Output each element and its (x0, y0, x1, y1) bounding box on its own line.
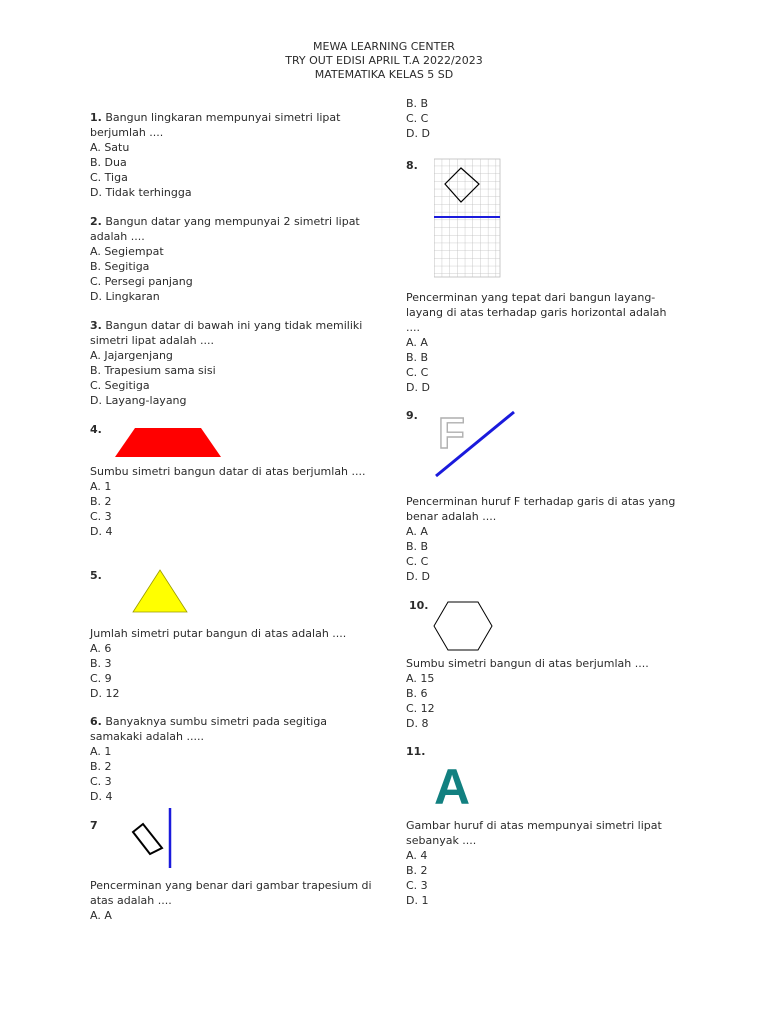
trapezoid-shape (115, 428, 221, 457)
letter-a-figure (432, 762, 482, 808)
question-text: Jumlah simetri putar bangun di atas adalah .... (90, 627, 347, 640)
triangle-figure (132, 568, 192, 614)
option-d: D. Lingkaran (90, 290, 160, 303)
question-number: 11. (406, 745, 426, 758)
question-2 (90, 214, 380, 304)
option-d: D. Tidak terhingga (90, 186, 192, 199)
option-c: C. 3 (90, 510, 112, 523)
option-c: C. 9 (90, 672, 112, 685)
option-d: D. 12 (90, 687, 120, 700)
question-number: 6. (90, 715, 102, 728)
question-text: Pencerminan huruf F terhadap garis di atas yang benar adalah .... (406, 495, 676, 523)
option-a: A. Segiempat (90, 245, 164, 258)
question-11-body (406, 818, 696, 908)
option-d: D. 4 (90, 790, 113, 803)
question-number: 8. (406, 159, 418, 172)
question-text: Sumbu simetri bangun di atas berjumlah .... (406, 657, 649, 670)
question-6 (90, 714, 380, 804)
question-number: 7 (90, 819, 98, 832)
question-4 (90, 422, 380, 538)
trapezoid-figure (115, 427, 225, 459)
question-number: 9. (406, 409, 418, 422)
question-number: 5. (90, 569, 102, 582)
question-number: 1. (90, 111, 102, 124)
question-1-stem (90, 110, 380, 140)
option-b: B. Dua (90, 156, 127, 169)
hexagon-figure (432, 600, 496, 652)
option-b: B. 3 (90, 657, 112, 670)
option-d: D. 4 (90, 525, 113, 538)
question-3-stem (90, 318, 380, 348)
question-2-stem (90, 214, 380, 244)
option-c: C. C (406, 555, 429, 568)
option-c: C. C (406, 366, 429, 379)
question-5-body (90, 626, 380, 701)
question-11 (406, 744, 696, 907)
option-c: C. Persegi panjang (90, 275, 193, 288)
option-a: A. 15 (406, 672, 435, 685)
option-a: A. 1 (90, 745, 112, 758)
option-b: B. B (406, 351, 429, 364)
letter-a: A (434, 762, 471, 808)
option-c: C. C (406, 112, 429, 125)
question-text: Gambar huruf di atas mempunyai simetri lipat sebanyak .... (406, 819, 662, 847)
option-c: C. Segitiga (90, 379, 150, 392)
option-a: A. 6 (90, 642, 112, 655)
question-10-body (406, 656, 696, 731)
question-8 (406, 158, 696, 394)
option-b: B. 2 (90, 760, 112, 773)
question-3 (90, 318, 380, 408)
option-a: A. Satu (90, 141, 130, 154)
option-d: D. D (406, 127, 430, 140)
question-number: 2. (90, 215, 102, 228)
option-a: A. Jajargenjang (90, 349, 173, 362)
kite-grid-figure (434, 158, 504, 280)
question-5 (90, 568, 380, 700)
header-line-2: TRY OUT EDISI APRIL T.A 2022/2023 (285, 54, 483, 67)
header-line-1: MEWA LEARNING CENTER (313, 40, 455, 53)
question-1 (90, 110, 380, 200)
option-d: D. D (406, 381, 430, 394)
option-a: A. A (406, 336, 428, 349)
header-line-3: MATEMATIKA KELAS 5 SD (314, 68, 454, 81)
question-9-body (406, 494, 696, 584)
option-a: A. 4 (406, 849, 428, 862)
letter-f: F (438, 409, 465, 458)
option-b: B. 6 (406, 687, 428, 700)
option-b: B. Segitiga (90, 260, 150, 273)
question-9 (406, 408, 696, 583)
option-c: C. Tiga (90, 171, 128, 184)
quadrilateral-shape (133, 824, 162, 854)
trapezoid-mirror-figure (130, 808, 180, 870)
question-4-body (90, 464, 380, 539)
option-b: B. Trapesium sama sisi (90, 364, 216, 377)
question-text: Bangun lingkaran mempunyai simetri lipat berjumlah .... (90, 111, 341, 139)
question-7 (90, 818, 380, 922)
question-text: Pencerminan yang benar dari gambar trapesium di atas adalah .... (90, 879, 372, 907)
option-d: D. 1 (406, 894, 429, 907)
question-10 (406, 598, 696, 730)
option-a: A. A (90, 909, 112, 922)
question-number: 3. (90, 319, 102, 332)
letter-f-mirror-figure (434, 408, 518, 480)
option-b: B. 2 (406, 864, 428, 877)
option-d: D. 8 (406, 717, 429, 730)
document-header (0, 40, 768, 82)
option-b: B. B (406, 540, 429, 553)
hexagon-shape (434, 602, 492, 650)
question-text: Pencerminan yang tepat dari bangun layang-layang di atas terhadap garis horizontal adalah .... (406, 291, 667, 334)
option-c: C. 12 (406, 702, 435, 715)
question-text: Sumbu simetri bangun datar di atas berjumlah .... (90, 465, 366, 478)
option-d: D. Layang-layang (90, 394, 187, 407)
question-6-stem (90, 714, 380, 744)
option-a: A. 1 (90, 480, 112, 493)
question-text: Banyaknya sumbu simetri pada segitiga samakaki adalah ..... (90, 715, 328, 743)
option-b: B. B (406, 97, 429, 110)
question-text: Bangun datar yang mempunyai 2 simetri lipat adalah .... (90, 215, 360, 243)
question-8-body (406, 290, 676, 395)
option-b: B. 2 (90, 495, 112, 508)
option-a: A. A (406, 525, 428, 538)
question-7-body (90, 878, 380, 923)
triangle-shape (133, 570, 187, 612)
option-c: C. 3 (406, 879, 428, 892)
question-number: 10. (409, 599, 429, 612)
question-text: Bangun datar di bawah ini yang tidak memiliki simetri lipat adalah .... (90, 319, 363, 347)
option-c: C. 3 (90, 775, 112, 788)
question-number: 4. (90, 423, 102, 436)
question-7-continued (406, 96, 696, 141)
option-d: D. D (406, 570, 430, 583)
